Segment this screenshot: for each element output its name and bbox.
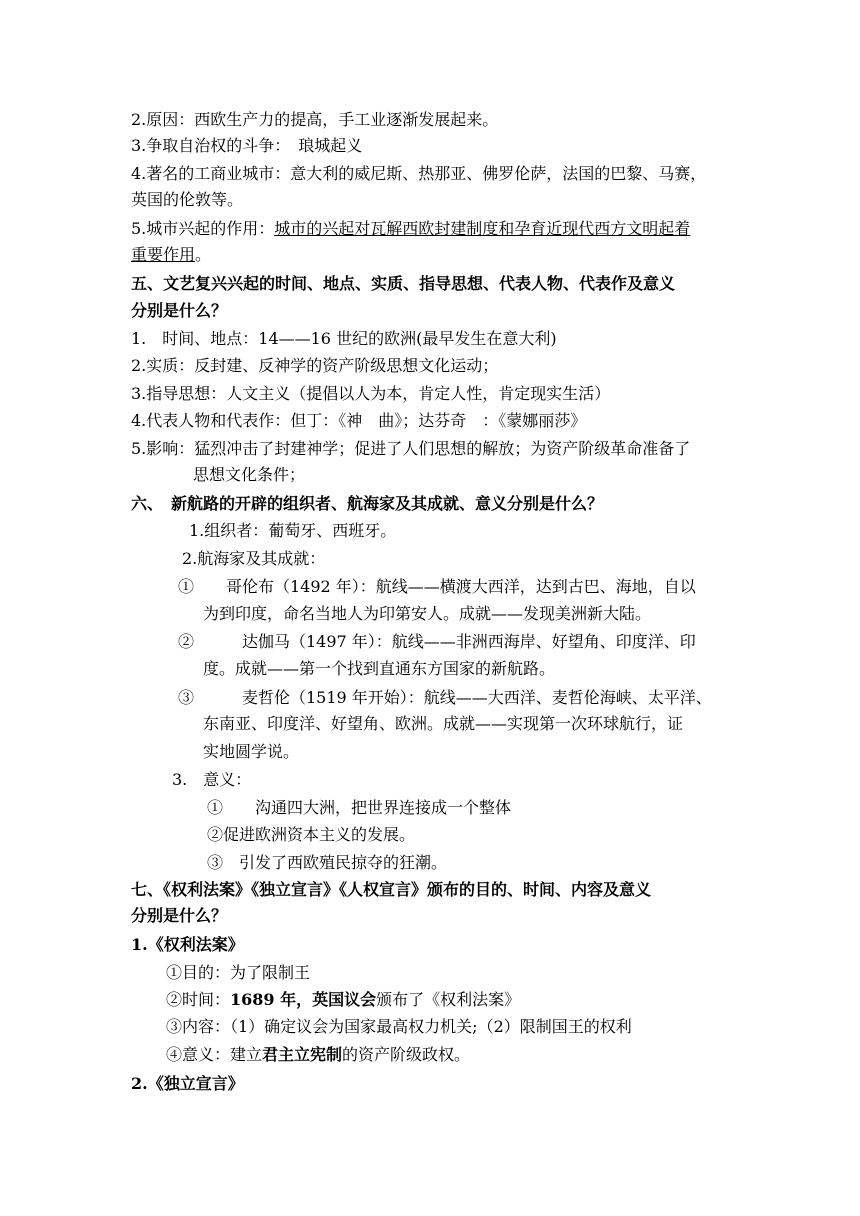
text-line: ① 哥伦布（1492 年）：航线——横渡大西洋，达到古巴、海地，自以: [178, 577, 696, 596]
text-line: [166, 987, 520, 1013]
text-line: 度。成就——第一个找到直通东方国家的新航路。: [203, 659, 556, 678]
text-line: ③ 引发了西欧殖民掠夺的狂潮。: [207, 853, 448, 872]
section-heading: 七、《权利法案》《独立宣言》《人权宣言》颁布的目的、时间、内容及意义: [131, 880, 652, 899]
text-line: [166, 1042, 470, 1068]
bold-text: 君主立宪制: [262, 1045, 343, 1064]
text-line: 为到印度，命名当地人为印第安人。成就——发现美洲新大陆。: [203, 604, 652, 623]
text-line: 东南亚、印度洋、好望角、欧洲。成就——实现第一次环球航行，证: [203, 714, 684, 733]
text-line: ②促进欧洲资本主义的发展。: [207, 825, 416, 844]
text-line: ③ 麦哲伦（1519 年开始）：航线——大西洋、麦哲伦海峡、太平洋、: [178, 688, 712, 707]
underlined-text: 重要作用: [131, 245, 196, 264]
text-line: ③内容：（1）确定议会为国家最高权力机关;（2）限制国王的权利: [166, 1017, 632, 1036]
text-run: ④意义：建立: [166, 1045, 263, 1064]
text-run: 的资产阶级政权。: [342, 1045, 471, 1064]
text-line: 1. 时间、地点：14——16 世纪的欧洲(最早发生在意大利): [131, 329, 557, 348]
text-line: ② 达伽马（1497 年）：航线——非洲西海岸、好望角、印度洋、印: [178, 632, 696, 651]
bold-text: 1689 年，英国议会: [230, 990, 377, 1009]
text-line: 实地圆学说。: [203, 742, 300, 761]
section-heading: 分别是什么？: [131, 301, 228, 320]
text-line: 思想文化条件；: [193, 465, 306, 484]
underlined-text: 城市的兴起对瓦解西欧封建制度和孕育近现代西方文明起着: [274, 219, 691, 238]
text-line: [131, 216, 690, 242]
text-line: ① 沟通四大洲，把世界连接成一个整体: [207, 798, 512, 817]
text-line: 4.著名的工商业城市：意大利的威尼斯、热那亚、佛罗伦萨，法国的巴黎、马赛，: [131, 164, 707, 183]
section-heading: 五、文艺复兴兴起的时间、地点、实质、指导思想、代表人物、代表作及意义: [131, 274, 676, 293]
text-line: 2.原因：西欧生产力的提高，手工业逐渐发展起来。: [131, 110, 499, 129]
text-line: 2.实质：反封建、反神学的资产阶级思想文化运动；: [131, 356, 499, 375]
text-run: 颁布了《权利法案》: [376, 990, 521, 1009]
text-run: 。: [195, 245, 212, 264]
text-run: 5.城市兴起的作用：: [131, 219, 275, 238]
text-line: 3.指导思想：人文主义（提倡以人为本，肯定人性，肯定现实生活）: [131, 384, 611, 403]
subsection-heading: 2.《独立宣言》: [131, 1074, 244, 1093]
text-line: 1.组织者：葡萄牙、西班牙。: [189, 521, 397, 540]
text-line: 5.影响：猛烈冲击了封建神学；促进了人们思想的解放；为资产阶级革命准备了: [131, 439, 691, 458]
text-line: 英国的伦敦等。: [131, 190, 244, 209]
subsection-heading: 1.《权利法案》: [131, 935, 244, 954]
text-line: ①目的：为了限制王: [166, 963, 311, 982]
text-line: 3. 意义：: [172, 770, 252, 789]
text-line: 4.代表人物和代表作：但丁：《神 曲》；达芬奇 ：《蒙娜丽莎》: [131, 411, 587, 430]
text-line: [131, 242, 211, 268]
text-line: 2.航海家及其成就：: [182, 549, 326, 568]
section-heading: 六、 新航路的开辟的组织者、航海家及其成就、意义分别是什么？: [131, 494, 604, 513]
section-heading: 分别是什么？: [131, 906, 228, 925]
text-run: ②时间：: [166, 990, 231, 1009]
text-line: 3.争取自治权的斗争： 琅城起义: [131, 136, 363, 155]
